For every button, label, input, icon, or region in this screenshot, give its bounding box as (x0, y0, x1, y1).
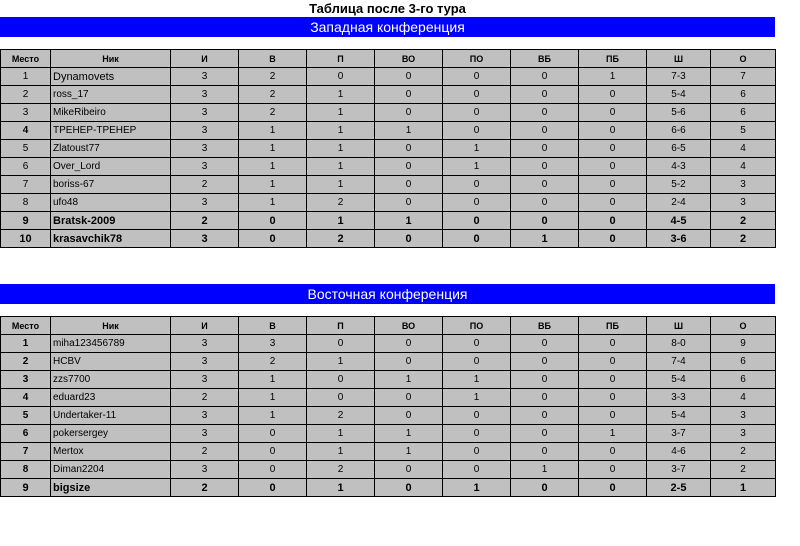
table-cell: 1 (375, 443, 443, 461)
table-cell-nick: MikeRibeiro (51, 104, 171, 122)
column-header: П (307, 50, 375, 68)
table-cell: 8 (1, 461, 51, 479)
table-row (1, 389, 776, 407)
table-row (1, 194, 776, 212)
column-header: Ш (647, 317, 711, 335)
table-cell: 3 (171, 230, 239, 248)
table-cell: 1 (307, 104, 375, 122)
table-cell: 1 (239, 176, 307, 194)
table-cell: 0 (443, 335, 511, 353)
table-cell: 4 (711, 140, 776, 158)
table-row (1, 104, 776, 122)
table-cell: 0 (511, 407, 579, 425)
table-cell-nick: miha123456789 (51, 335, 171, 353)
table-cell: 5 (711, 122, 776, 140)
table-cell-nick: boriss-67 (51, 176, 171, 194)
table-cell: 1 (307, 479, 375, 497)
table-cell: 2-4 (647, 194, 711, 212)
table-cell: 3-6 (647, 230, 711, 248)
table-cell-nick: Diman2204 (51, 461, 171, 479)
table-cell: 6 (711, 371, 776, 389)
table-cell: 1 (239, 371, 307, 389)
table-cell: 2 (171, 479, 239, 497)
table-cell: 4-6 (647, 443, 711, 461)
table-cell: 0 (579, 371, 647, 389)
table-cell: 3-7 (647, 425, 711, 443)
west-conference-header: Западная конференция (0, 17, 775, 37)
table-cell: 0 (579, 212, 647, 230)
table-cell-nick: bigsize (51, 479, 171, 497)
table-cell: 3 (171, 122, 239, 140)
table-cell: 2 (711, 443, 776, 461)
table-cell: 0 (579, 104, 647, 122)
table-cell: 0 (375, 230, 443, 248)
table-cell-nick: Over_Lord (51, 158, 171, 176)
west-standings-table (0, 49, 776, 248)
table-cell: 0 (511, 104, 579, 122)
table-cell-nick: zzs7700 (51, 371, 171, 389)
table-cell: 0 (511, 425, 579, 443)
table-cell: 3-3 (647, 389, 711, 407)
table-cell: 0 (239, 443, 307, 461)
table-cell: 0 (375, 176, 443, 194)
table-cell: 6 (1, 158, 51, 176)
table-cell: 2 (1, 86, 51, 104)
table-cell: 0 (511, 86, 579, 104)
table-cell: 0 (443, 407, 511, 425)
table-cell: 0 (375, 104, 443, 122)
table-cell: 0 (579, 122, 647, 140)
table-cell: 1 (511, 461, 579, 479)
table-cell: 3 (711, 425, 776, 443)
table-cell: 0 (579, 461, 647, 479)
table-cell: 0 (511, 176, 579, 194)
table-cell: 0 (443, 212, 511, 230)
table-cell-nick: krasavchik78 (51, 230, 171, 248)
table-cell: 2 (239, 353, 307, 371)
column-header: Место (1, 50, 51, 68)
column-header: Ш (647, 50, 711, 68)
west-header-row (1, 50, 776, 68)
table-cell: 0 (239, 212, 307, 230)
table-cell: 4-3 (647, 158, 711, 176)
table-cell: 1 (307, 353, 375, 371)
table-cell: 1 (579, 425, 647, 443)
table-cell: 0 (511, 389, 579, 407)
table-cell: 0 (443, 353, 511, 371)
table-cell: 0 (511, 335, 579, 353)
table-cell: 0 (443, 104, 511, 122)
table-cell: 1 (239, 122, 307, 140)
table-cell-nick: Dynamovets (51, 68, 171, 86)
table-cell: 0 (511, 443, 579, 461)
column-header: ВБ (511, 317, 579, 335)
table-cell: 3 (711, 194, 776, 212)
table-cell: 3 (711, 407, 776, 425)
table-row (1, 353, 776, 371)
table-cell: 7 (1, 443, 51, 461)
column-header: ПБ (579, 317, 647, 335)
table-cell: 0 (511, 140, 579, 158)
table-cell: 2 (1, 353, 51, 371)
table-cell: 1 (307, 443, 375, 461)
table-cell: 1 (239, 140, 307, 158)
table-cell: 3 (711, 176, 776, 194)
table-cell: 3-7 (647, 461, 711, 479)
table-row (1, 86, 776, 104)
table-cell: 0 (443, 461, 511, 479)
table-row (1, 479, 776, 497)
table-cell: 0 (443, 176, 511, 194)
table-cell: 6 (711, 353, 776, 371)
table-cell: 3 (171, 461, 239, 479)
table-cell: 7 (1, 176, 51, 194)
column-header: О (711, 317, 776, 335)
table-cell: 2 (171, 443, 239, 461)
table-cell: 0 (511, 212, 579, 230)
table-cell-nick: ross_17 (51, 86, 171, 104)
east-header-row (1, 317, 776, 335)
table-cell: 1 (307, 425, 375, 443)
table-cell: 0 (511, 122, 579, 140)
table-cell: 6 (1, 425, 51, 443)
east-standings-table (0, 316, 776, 497)
table-cell: 0 (579, 176, 647, 194)
table-cell-nick: Undertaker-11 (51, 407, 171, 425)
table-cell: 3 (171, 140, 239, 158)
table-row (1, 461, 776, 479)
table-cell: 4 (711, 158, 776, 176)
table-cell: 2 (171, 212, 239, 230)
table-cell: 0 (375, 158, 443, 176)
column-header: Ник (51, 50, 171, 68)
column-header: В (239, 50, 307, 68)
table-cell: 7-3 (647, 68, 711, 86)
table-cell: 3 (171, 407, 239, 425)
column-header: П (307, 317, 375, 335)
table-cell-nick: eduard23 (51, 389, 171, 407)
table-cell: 3 (171, 86, 239, 104)
table-cell: 7 (711, 68, 776, 86)
table-cell: 3 (239, 335, 307, 353)
table-cell: 2 (171, 389, 239, 407)
column-header: ПО (443, 50, 511, 68)
table-cell: 4 (1, 389, 51, 407)
page-title: Таблица после 3-го тура (309, 1, 466, 16)
table-cell: 4 (1, 122, 51, 140)
table-cell: 1 (239, 407, 307, 425)
west-table-body (1, 68, 776, 248)
table-cell: 1 (307, 158, 375, 176)
table-cell: 10 (1, 230, 51, 248)
column-header: ПБ (579, 50, 647, 68)
table-cell: 7-4 (647, 353, 711, 371)
table-cell: 2 (711, 230, 776, 248)
table-cell-nick: Zlatoust77 (51, 140, 171, 158)
table-cell: 0 (511, 371, 579, 389)
table-cell: 1 (375, 425, 443, 443)
table-cell: 1 (1, 335, 51, 353)
table-cell: 5-2 (647, 176, 711, 194)
table-cell: 0 (375, 140, 443, 158)
table-cell: 1 (711, 479, 776, 497)
column-header: ПО (443, 317, 511, 335)
table-cell: 1 (443, 479, 511, 497)
table-row (1, 407, 776, 425)
table-cell: 3 (171, 371, 239, 389)
table-cell: 0 (579, 443, 647, 461)
table-cell: 2 (307, 194, 375, 212)
table-cell: 3 (171, 104, 239, 122)
table-row (1, 176, 776, 194)
table-cell: 3 (171, 335, 239, 353)
table-cell: 3 (1, 371, 51, 389)
table-cell: 0 (511, 158, 579, 176)
table-cell: 5-6 (647, 104, 711, 122)
table-cell: 4 (711, 389, 776, 407)
table-cell: 9 (711, 335, 776, 353)
table-cell: 5-4 (647, 407, 711, 425)
table-cell: 3 (1, 104, 51, 122)
table-cell: 1 (307, 176, 375, 194)
table-cell: 5 (1, 407, 51, 425)
table-row (1, 443, 776, 461)
table-cell: 0 (375, 353, 443, 371)
table-cell: 0 (579, 140, 647, 158)
table-cell: 2 (307, 230, 375, 248)
table-cell: 1 (579, 68, 647, 86)
table-cell: 1 (511, 230, 579, 248)
table-cell: 1 (307, 122, 375, 140)
table-cell: 5-4 (647, 371, 711, 389)
table-cell: 0 (579, 407, 647, 425)
column-header: И (171, 50, 239, 68)
column-header: И (171, 317, 239, 335)
table-cell: 0 (375, 389, 443, 407)
table-cell: 0 (511, 68, 579, 86)
table-cell: 0 (443, 443, 511, 461)
east-conference-header: Восточная конференция (0, 284, 775, 304)
table-cell: 2 (239, 86, 307, 104)
table-cell: 0 (579, 230, 647, 248)
table-row (1, 212, 776, 230)
column-header: В (239, 317, 307, 335)
table-cell: 3 (171, 194, 239, 212)
table-cell: 0 (579, 86, 647, 104)
table-cell: 6 (711, 104, 776, 122)
column-header: Место (1, 317, 51, 335)
table-row (1, 371, 776, 389)
table-cell: 1 (239, 389, 307, 407)
table-cell: 1 (375, 212, 443, 230)
table-cell: 0 (239, 425, 307, 443)
table-cell: 2 (711, 212, 776, 230)
table-row (1, 122, 776, 140)
table-cell: 0 (579, 389, 647, 407)
table-cell: 0 (307, 68, 375, 86)
table-cell: 0 (307, 335, 375, 353)
east-table-body (1, 335, 776, 497)
table-cell: 2 (239, 104, 307, 122)
table-cell: 3 (171, 68, 239, 86)
table-cell: 0 (375, 407, 443, 425)
table-cell: 0 (307, 389, 375, 407)
table-cell: 1 (307, 140, 375, 158)
table-cell: 6-5 (647, 140, 711, 158)
table-cell: 6 (711, 86, 776, 104)
table-cell: 0 (511, 194, 579, 212)
table-cell: 9 (1, 479, 51, 497)
column-header: О (711, 50, 776, 68)
column-header: ВО (375, 50, 443, 68)
table-cell: 5 (1, 140, 51, 158)
table-cell: 2 (711, 461, 776, 479)
table-cell: 0 (443, 425, 511, 443)
table-cell: 0 (579, 194, 647, 212)
table-cell: 6-6 (647, 122, 711, 140)
table-cell-nick: HCBV (51, 353, 171, 371)
table-cell: 0 (239, 230, 307, 248)
table-cell: 0 (443, 122, 511, 140)
table-cell: 3 (171, 353, 239, 371)
table-row (1, 68, 776, 86)
table-cell: 1 (375, 371, 443, 389)
table-cell: 8-0 (647, 335, 711, 353)
table-cell: 0 (307, 371, 375, 389)
table-cell-nick: ТРЕНЕР-ТРЕНЕР (51, 122, 171, 140)
table-cell: 1 (307, 212, 375, 230)
table-cell: 0 (375, 479, 443, 497)
table-row (1, 158, 776, 176)
table-row (1, 335, 776, 353)
table-cell: 1 (1, 68, 51, 86)
table-cell: 1 (443, 140, 511, 158)
table-cell: 1 (443, 389, 511, 407)
column-header: ВБ (511, 50, 579, 68)
table-cell-nick: ufo48 (51, 194, 171, 212)
table-cell: 0 (239, 479, 307, 497)
table-cell: 0 (579, 158, 647, 176)
table-cell: 0 (375, 335, 443, 353)
table-cell: 5-4 (647, 86, 711, 104)
table-cell: 0 (443, 68, 511, 86)
table-cell: 2 (307, 461, 375, 479)
table-cell-nick: Mertox (51, 443, 171, 461)
table-cell: 0 (443, 230, 511, 248)
table-cell: 0 (579, 353, 647, 371)
table-cell: 1 (375, 122, 443, 140)
table-cell-nick: Bratsk-2009 (51, 212, 171, 230)
table-cell: 2-5 (647, 479, 711, 497)
table-row (1, 230, 776, 248)
table-cell: 2 (171, 176, 239, 194)
table-cell: 0 (443, 86, 511, 104)
table-cell: 0 (443, 194, 511, 212)
table-cell: 0 (511, 353, 579, 371)
table-cell: 4-5 (647, 212, 711, 230)
table-cell: 0 (239, 461, 307, 479)
table-row (1, 140, 776, 158)
table-cell: 1 (443, 158, 511, 176)
table-cell: 2 (307, 407, 375, 425)
table-cell: 8 (1, 194, 51, 212)
table-row (1, 425, 776, 443)
table-cell: 1 (239, 194, 307, 212)
table-cell: 0 (375, 461, 443, 479)
table-cell: 0 (375, 68, 443, 86)
table-cell: 0 (511, 479, 579, 497)
column-header: Ник (51, 317, 171, 335)
table-cell: 3 (171, 425, 239, 443)
table-cell: 0 (375, 194, 443, 212)
table-cell: 0 (579, 479, 647, 497)
column-header: ВО (375, 317, 443, 335)
table-cell: 2 (239, 68, 307, 86)
table-cell: 0 (375, 86, 443, 104)
table-cell: 9 (1, 212, 51, 230)
table-cell: 1 (443, 371, 511, 389)
table-cell: 1 (307, 86, 375, 104)
table-cell: 0 (579, 335, 647, 353)
table-cell: 1 (239, 158, 307, 176)
table-cell-nick: pokersergey (51, 425, 171, 443)
table-cell: 3 (171, 158, 239, 176)
